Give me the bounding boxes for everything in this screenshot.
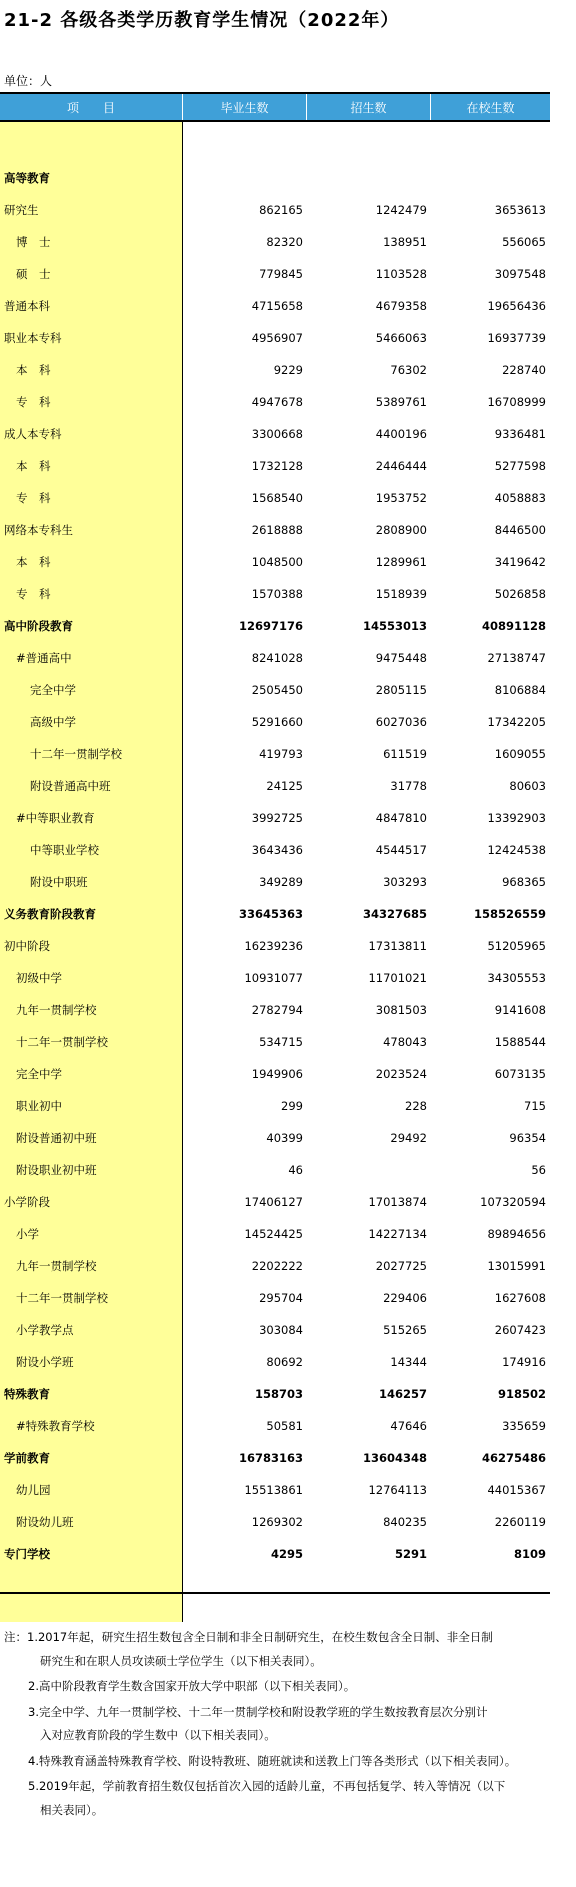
- graduates-cell: 1048500: [251, 555, 303, 569]
- total-students-cell: 556065: [502, 235, 546, 249]
- graduates-cell: 24125: [266, 779, 303, 793]
- graduates-cell: 8241028: [251, 651, 303, 665]
- table-row: [0, 1218, 550, 1250]
- graduates-cell: 12697176: [238, 619, 303, 633]
- footnote: [4, 1632, 574, 1667]
- graduates-cell: 779845: [259, 267, 303, 281]
- table-row: [0, 802, 550, 834]
- row-label: 附设职业初中班: [16, 1163, 97, 1177]
- graduates-cell: 15513861: [244, 1483, 303, 1497]
- graduates-cell: 534715: [259, 1035, 303, 1049]
- table-row: [0, 1154, 550, 1186]
- footnote-text: 5.2019年起，学前教育招生数仅包括首次入园的适龄儿童，不再包括复学、转入等情况（以下: [28, 1779, 506, 1793]
- row-label: 九年一贯制学校: [16, 1259, 97, 1273]
- row-label: 普通本科: [4, 299, 50, 313]
- graduates-cell: 4715658: [251, 299, 303, 313]
- enrollment-cell: 303293: [383, 875, 427, 889]
- row-label: 专 科: [16, 491, 51, 505]
- row-label: 网络本专科生: [4, 523, 73, 537]
- row-label: 初中阶段: [4, 939, 50, 953]
- graduates-cell: 33645363: [238, 907, 303, 921]
- table-row: [0, 1186, 550, 1218]
- table-row: [0, 450, 550, 482]
- graduates-cell: 10931077: [244, 971, 303, 985]
- total-students-cell: 80603: [509, 779, 546, 793]
- footnote-text: 2.高中阶段教育学生数含国家开放大学中职部（以下相关表同）。: [28, 1679, 356, 1693]
- row-label: 成人本专科: [4, 427, 62, 441]
- row-label: 附设普通高中班: [30, 779, 111, 793]
- total-students-cell: 228740: [502, 363, 546, 377]
- table-row: [0, 834, 550, 866]
- enrollment-cell: 6027036: [375, 715, 427, 729]
- enrollment-cell: 4544517: [375, 843, 427, 857]
- total-students-cell: 5026858: [494, 587, 546, 601]
- enrollment-cell: 4847810: [375, 811, 427, 825]
- total-students-cell: 8106884: [494, 683, 546, 697]
- table-row: [0, 578, 550, 610]
- total-students-cell: 1609055: [494, 747, 546, 761]
- footnote-continuation: 入对应教育阶段的学生数中（以下相关表同）。: [40, 1728, 276, 1742]
- enrollment-cell: 228: [405, 1099, 427, 1113]
- graduates-cell: 299: [281, 1099, 303, 1113]
- row-label: 小学阶段: [4, 1195, 50, 1209]
- enrollment-cell: 515265: [383, 1323, 427, 1337]
- enrollment-cell: 5389761: [375, 395, 427, 409]
- table-row: [0, 1538, 550, 1570]
- table-row: [0, 994, 550, 1026]
- total-students-cell: 9336481: [494, 427, 546, 441]
- graduates-cell: 50581: [266, 1419, 303, 1433]
- enrollment-cell: 1953752: [375, 491, 427, 505]
- row-label: 专门学校: [4, 1547, 50, 1561]
- enrollment-cell: 47646: [390, 1419, 427, 1433]
- enrollment-cell: 14553013: [362, 619, 427, 633]
- table-row: [0, 290, 550, 322]
- table-row: [0, 1122, 550, 1154]
- footnotes: [4, 1632, 574, 1830]
- table-row: [0, 162, 550, 194]
- row-label: 专 科: [16, 395, 51, 409]
- enrollment-cell: 13604348: [362, 1451, 427, 1465]
- table-row: [0, 546, 550, 578]
- header-item: 项 目: [0, 94, 183, 120]
- row-label: 附设普通初中班: [16, 1131, 97, 1145]
- row-label: 十二年一贯制学校: [16, 1291, 108, 1305]
- table-bottom-border: [0, 1592, 550, 1594]
- enrollment-cell: 1518939: [375, 587, 427, 601]
- graduates-cell: 46: [288, 1163, 303, 1177]
- enrollment-cell: 5466063: [375, 331, 427, 345]
- total-students-cell: 8109: [513, 1547, 546, 1561]
- row-label: 十二年一贯制学校: [30, 747, 122, 761]
- graduates-cell: 2782794: [251, 1003, 303, 1017]
- table-row: [0, 1378, 550, 1410]
- table-body: [0, 122, 550, 1622]
- enrollment-cell: 2027725: [375, 1259, 427, 1273]
- row-label: 博 士: [16, 235, 51, 249]
- graduates-cell: 158703: [254, 1387, 303, 1401]
- total-students-cell: 5277598: [494, 459, 546, 473]
- enrollment-cell: 3081503: [375, 1003, 427, 1017]
- total-students-cell: 27138747: [487, 651, 546, 665]
- row-label: 本 科: [16, 459, 51, 473]
- table-row: [0, 1314, 550, 1346]
- table-row: [0, 1282, 550, 1314]
- total-students-cell: 715: [524, 1099, 546, 1113]
- enrollment-cell: 17313811: [368, 939, 427, 953]
- table-row: [0, 1506, 550, 1538]
- graduates-cell: 80692: [266, 1355, 303, 1369]
- total-students-cell: 335659: [502, 1419, 546, 1433]
- total-students-cell: 17342205: [487, 715, 546, 729]
- table-row: [0, 898, 550, 930]
- row-label: 本 科: [16, 555, 51, 569]
- graduates-cell: 40399: [266, 1131, 303, 1145]
- row-label: 中等职业学校: [30, 843, 99, 857]
- graduates-cell: 3643436: [251, 843, 303, 857]
- enrollment-cell: 29492: [390, 1131, 427, 1145]
- row-label: 高级中学: [30, 715, 76, 729]
- enrollment-cell: 14227134: [368, 1227, 427, 1241]
- page-title: 21-2 各级各类学历教育学生情况（2022年）: [4, 10, 400, 31]
- row-label: 附设幼儿班: [16, 1515, 74, 1529]
- row-label: 完全中学: [16, 1067, 62, 1081]
- total-students-cell: 174916: [502, 1355, 546, 1369]
- footnote-text: 3.完全中学、九年一贯制学校、十二年一贯制学校和附设教学班的学生数按教育层次分别计: [28, 1704, 488, 1719]
- footnote: [4, 1753, 574, 1768]
- table-row: [0, 706, 550, 738]
- table-row: [0, 1474, 550, 1506]
- table-row: [0, 674, 550, 706]
- row-label: 硕 士: [16, 267, 51, 281]
- row-label: 幼儿园: [16, 1483, 51, 1497]
- header-enrollment: 招生数: [307, 94, 431, 120]
- graduates-cell: 3300668: [251, 427, 303, 441]
- table-row: [0, 1346, 550, 1378]
- enrollment-cell: 4400196: [375, 427, 427, 441]
- header-graduates: 毕业生数: [183, 94, 307, 120]
- row-label: 九年一贯制学校: [16, 1003, 97, 1017]
- enrollment-cell: 1289961: [375, 555, 427, 569]
- total-students-cell: 4058883: [494, 491, 546, 505]
- enrollment-cell: 34327685: [362, 907, 427, 921]
- total-students-cell: 2607423: [494, 1323, 546, 1337]
- table-row: [0, 642, 550, 674]
- graduates-cell: 16239236: [244, 939, 303, 953]
- total-students-cell: 1588544: [494, 1035, 546, 1049]
- graduates-cell: 82320: [266, 235, 303, 249]
- total-students-cell: 107320594: [480, 1195, 546, 1209]
- total-students-cell: 1627608: [494, 1291, 546, 1305]
- row-label: 专 科: [16, 587, 51, 601]
- row-label: 职业初中: [16, 1099, 62, 1113]
- graduates-cell: 295704: [259, 1291, 303, 1305]
- row-label: #普通高中: [16, 651, 72, 665]
- graduates-cell: 1949906: [251, 1067, 303, 1081]
- total-students-cell: 2260119: [494, 1515, 546, 1529]
- total-students-cell: 918502: [497, 1387, 546, 1401]
- graduates-cell: 16783163: [238, 1451, 303, 1465]
- table-row: [0, 866, 550, 898]
- row-label: 本 科: [16, 363, 51, 377]
- graduates-cell: 2202222: [251, 1259, 303, 1273]
- graduates-cell: 2618888: [251, 523, 303, 537]
- row-label: 义务教育阶段教育: [4, 907, 96, 921]
- graduates-cell: 4956907: [251, 331, 303, 345]
- graduates-cell: 17406127: [244, 1195, 303, 1209]
- table-row: [0, 770, 550, 802]
- total-students-cell: 3097548: [494, 267, 546, 281]
- enrollment-cell: 2023524: [375, 1067, 427, 1081]
- row-label: #中等职业教育: [16, 811, 95, 825]
- enrollment-cell: 76302: [390, 363, 427, 377]
- row-label: 附设中职班: [30, 875, 88, 889]
- enrollment-cell: 229406: [383, 1291, 427, 1305]
- enrollment-cell: 146257: [378, 1387, 427, 1401]
- row-label: #特殊教育学校: [16, 1419, 95, 1433]
- total-students-cell: 3653613: [494, 203, 546, 217]
- graduates-cell: 3992725: [251, 811, 303, 825]
- total-students-cell: 3419642: [494, 555, 546, 569]
- enrollment-cell: 2808900: [375, 523, 427, 537]
- enrollment-cell: 478043: [383, 1035, 427, 1049]
- table-row: [0, 610, 550, 642]
- enrollment-cell: 17013874: [368, 1195, 427, 1209]
- graduates-cell: 9229: [273, 363, 303, 377]
- table-row: [0, 226, 550, 258]
- row-label: 高等教育: [4, 171, 50, 185]
- total-students-cell: 968365: [502, 875, 546, 889]
- row-label: 学前教育: [4, 1451, 50, 1465]
- table-row: [0, 418, 550, 450]
- enrollment-cell: 2805115: [375, 683, 427, 697]
- total-students-cell: 46275486: [481, 1451, 546, 1465]
- graduates-cell: 1568540: [251, 491, 303, 505]
- table-row: [0, 930, 550, 962]
- table-row: [0, 1250, 550, 1282]
- graduates-cell: 1269302: [251, 1515, 303, 1529]
- footnote: [4, 1704, 574, 1742]
- row-label: 十二年一贯制学校: [16, 1035, 108, 1049]
- enrollment-cell: 31778: [390, 779, 427, 793]
- table-row: [0, 514, 550, 546]
- table-row: [0, 322, 550, 354]
- header-total-students: 在校生数: [466, 100, 515, 115]
- enrollment-cell: 611519: [383, 747, 427, 761]
- education-table: [0, 92, 550, 1622]
- table-row: [0, 386, 550, 418]
- row-label: 附设小学班: [16, 1355, 74, 1369]
- table-row: [0, 1058, 550, 1090]
- footnote-continuation: 研究生和在职人员攻读硕士学位学生（以下相关表同）。: [40, 1653, 322, 1668]
- row-label: 完全中学: [30, 683, 76, 697]
- graduates-cell: 419793: [259, 747, 303, 761]
- graduates-cell: 1570388: [251, 587, 303, 601]
- total-students-cell: 19656436: [487, 299, 546, 313]
- total-students-cell: 44015367: [487, 1483, 546, 1497]
- row-label: 特殊教育: [4, 1387, 50, 1401]
- graduates-cell: 862165: [259, 203, 303, 217]
- total-students-cell: 6073135: [494, 1067, 546, 1081]
- total-students-cell: 12424538: [487, 843, 546, 857]
- row-label: 研究生: [4, 203, 39, 217]
- footnote: [4, 1781, 574, 1816]
- total-students-cell: 89894656: [487, 1227, 546, 1241]
- graduates-cell: 349289: [259, 875, 303, 889]
- table-row: [0, 1442, 550, 1474]
- table-row: [0, 482, 550, 514]
- total-students-cell: 16708999: [487, 395, 546, 409]
- enrollment-cell: 11701021: [368, 971, 427, 985]
- graduates-cell: 4947678: [251, 395, 303, 409]
- enrollment-cell: 2446444: [375, 459, 427, 473]
- footnote: [4, 1681, 574, 1693]
- total-students-cell: 158526559: [473, 907, 546, 921]
- row-label: 小学: [16, 1227, 39, 1241]
- total-students-cell: 40891128: [481, 619, 546, 633]
- table-row: [0, 194, 550, 226]
- graduates-cell: 14524425: [244, 1227, 303, 1241]
- table-row: [0, 1090, 550, 1122]
- row-label: 高中阶段教育: [4, 619, 73, 633]
- table-row: [0, 1026, 550, 1058]
- enrollment-cell: 840235: [383, 1515, 427, 1529]
- total-students-cell: 9141608: [494, 1003, 546, 1017]
- table-row: [0, 1410, 550, 1442]
- total-students-cell: 13015991: [487, 1259, 546, 1273]
- footnote-text: 注：1.2017年起，研究生招生数包含全日制和非全日制研究生，在校生数包含全日制、非全日制: [4, 1630, 493, 1644]
- graduates-cell: 2505450: [251, 683, 303, 697]
- enrollment-cell: 9475448: [375, 651, 427, 665]
- total-students-cell: 51205965: [487, 939, 546, 953]
- graduates-cell: 4295: [270, 1547, 303, 1561]
- enrollment-cell: 1242479: [375, 203, 427, 217]
- unit-label: 单位：人: [4, 74, 53, 88]
- enrollment-cell: 12764113: [368, 1483, 427, 1497]
- enrollment-cell: 1103528: [375, 267, 427, 281]
- table-header: [0, 92, 550, 122]
- enrollment-cell: 4679358: [375, 299, 427, 313]
- row-label: 小学教学点: [16, 1323, 74, 1337]
- row-label: 初级中学: [16, 971, 62, 985]
- row-label: 职业本专科: [4, 331, 62, 345]
- table-row: [0, 738, 550, 770]
- footnote-continuation: 相关表同）。: [40, 1802, 104, 1817]
- total-students-cell: 8446500: [494, 523, 546, 537]
- graduates-cell: 1732128: [251, 459, 303, 473]
- total-students-cell: 96354: [509, 1131, 546, 1145]
- total-students-cell: 56: [531, 1163, 546, 1177]
- table-row: [0, 258, 550, 290]
- enrollment-cell: 14344: [390, 1355, 427, 1369]
- footnote-text: 4.特殊教育涵盖特殊教育学校、附设特教班、随班就读和送教上门等各类形式（以下相关表同）。: [28, 1753, 517, 1768]
- total-students-cell: 13392903: [487, 811, 546, 825]
- enrollment-cell: 138951: [383, 235, 427, 249]
- total-students-cell: 16937739: [487, 331, 546, 345]
- graduates-cell: 303084: [259, 1323, 303, 1337]
- table-rows: [0, 162, 550, 1570]
- enrollment-cell: 5291: [394, 1547, 427, 1561]
- table-row: [0, 354, 550, 386]
- total-students-cell: 34305553: [487, 971, 546, 985]
- table-row: [0, 962, 550, 994]
- graduates-cell: 5291660: [251, 715, 303, 729]
